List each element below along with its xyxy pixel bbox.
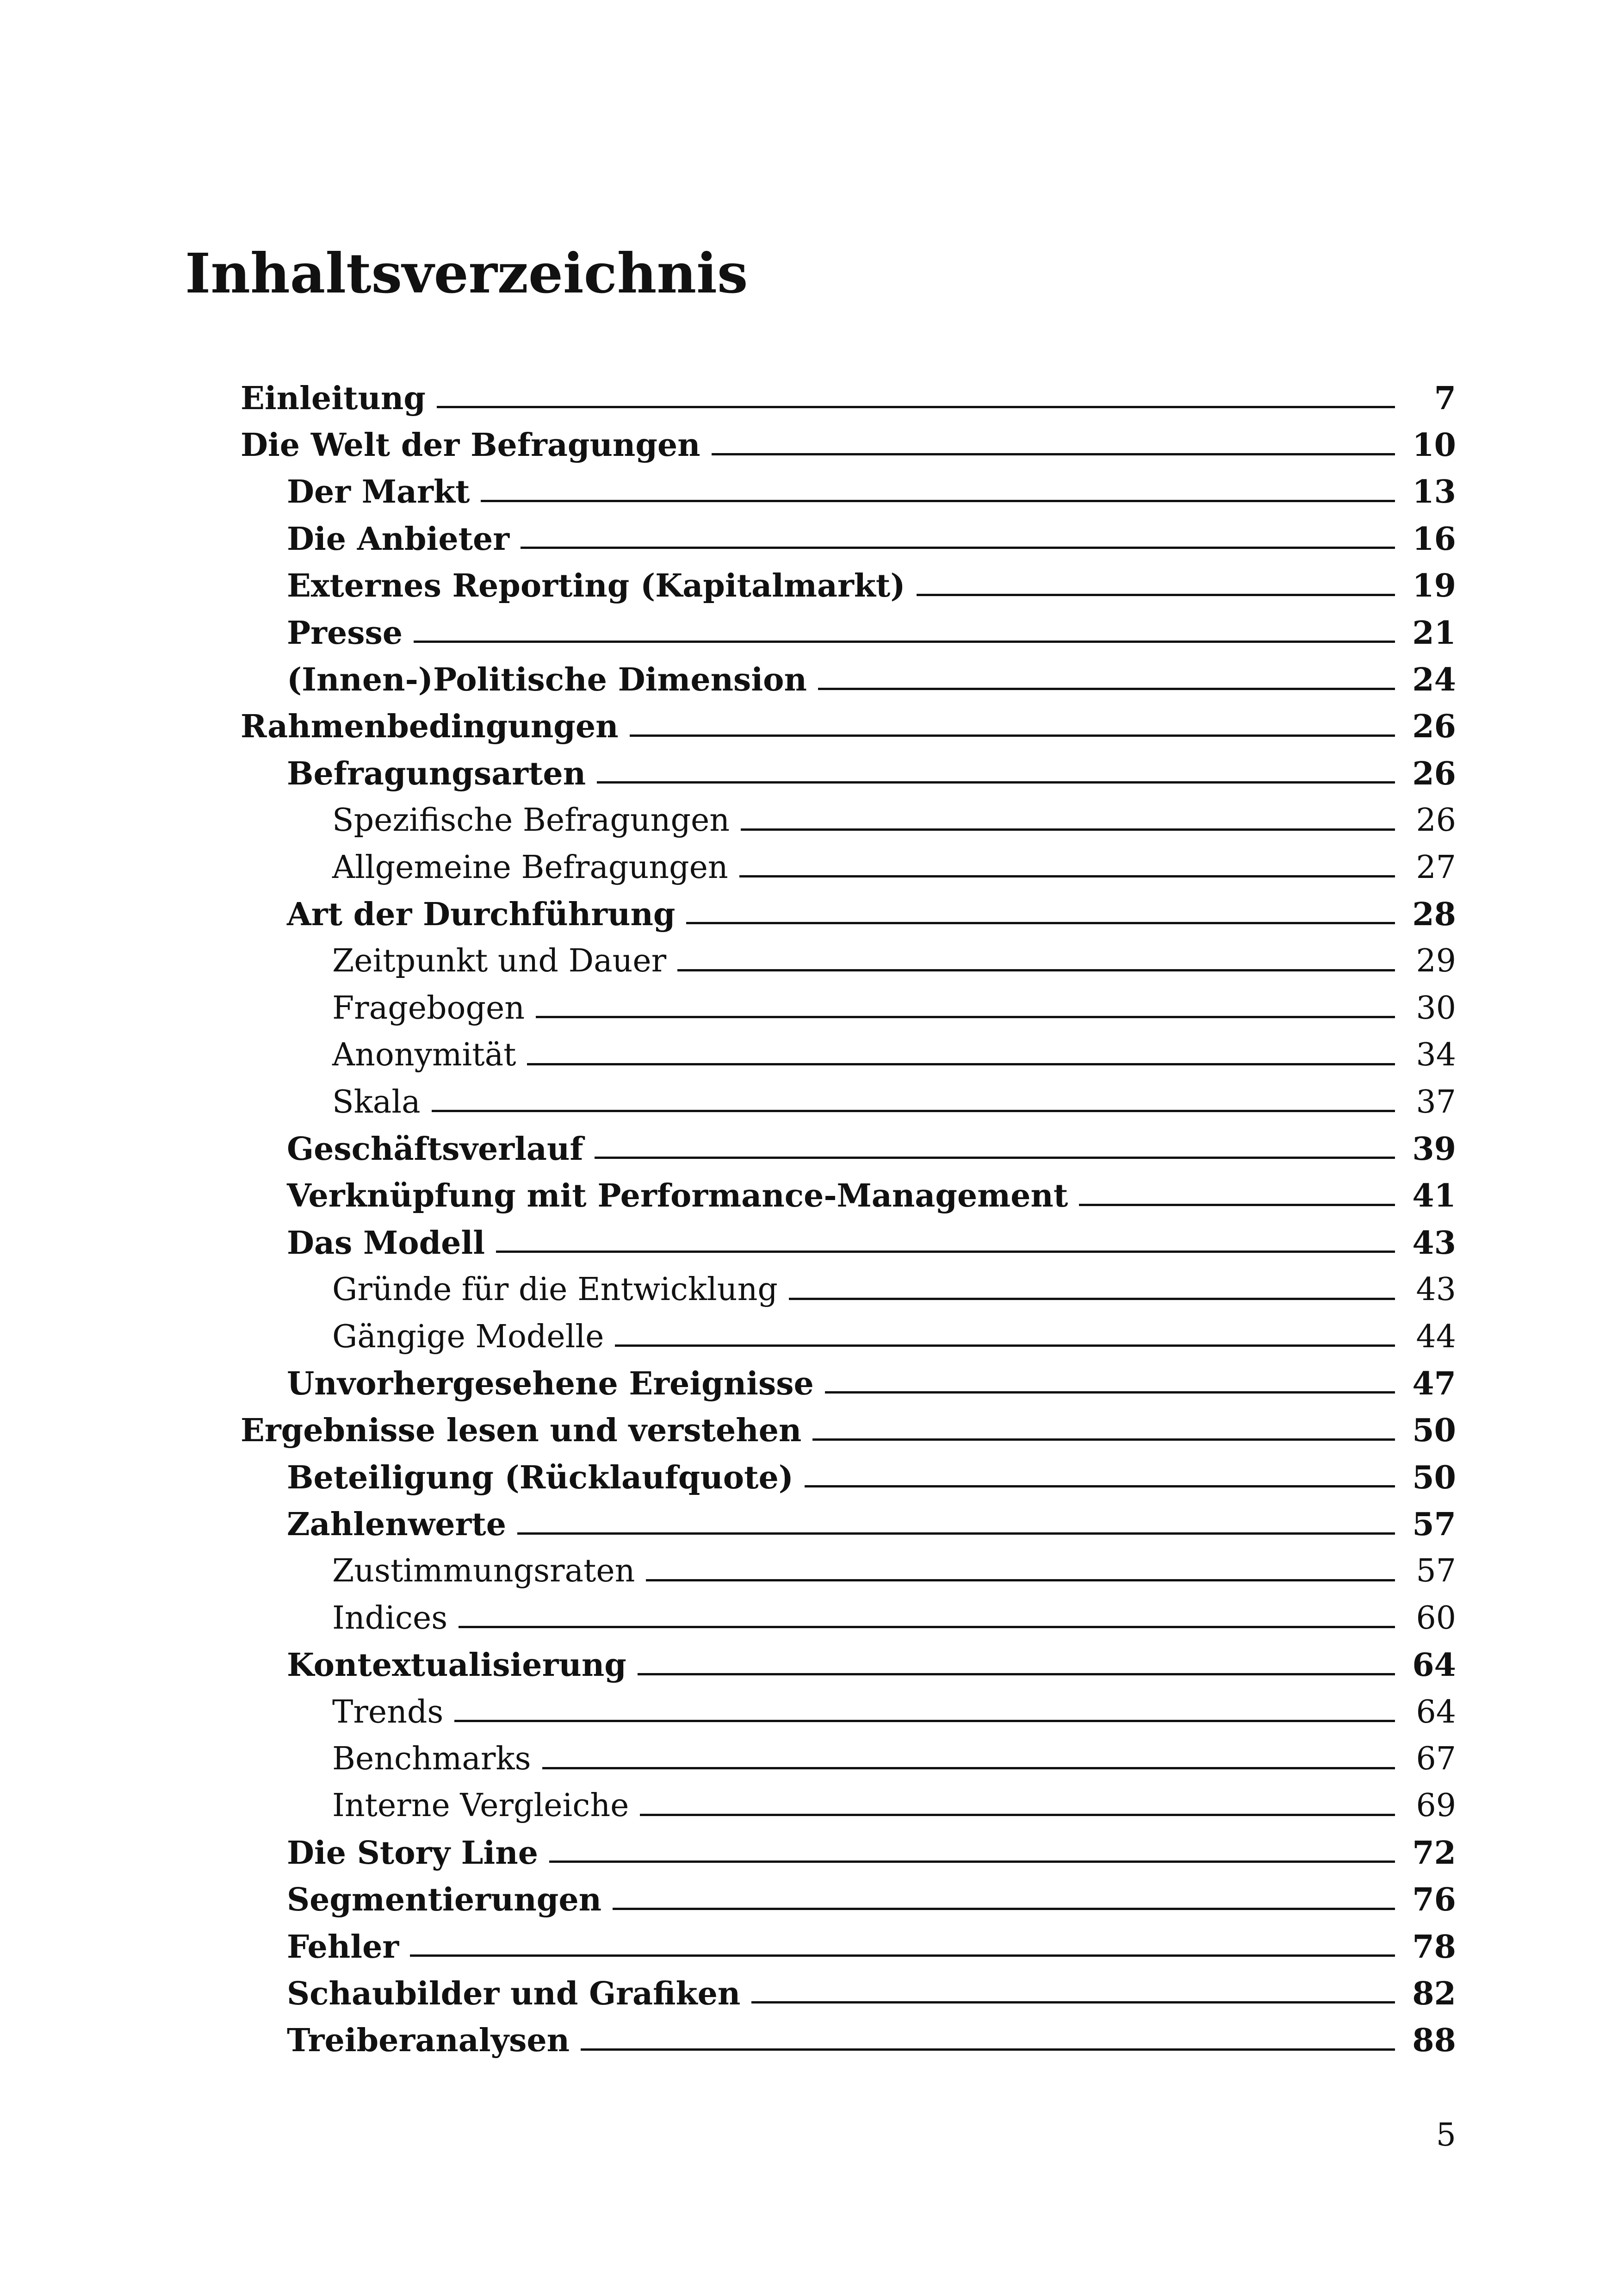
toc-entry-page: 50	[1412, 1412, 1456, 1450]
toc-entry-page: 29	[1416, 943, 1456, 980]
toc-entry-page: 44	[1416, 1318, 1456, 1355]
toc-entry-title: Die Story Line	[287, 1834, 538, 1872]
toc-entry-title: Presse	[287, 614, 403, 652]
toc-entry-title: Skala	[332, 1083, 421, 1120]
toc-entry[interactable]	[0, 1736, 1618, 1782]
toc-entry[interactable]	[0, 1126, 1618, 1172]
toc-entry[interactable]	[0, 844, 1618, 891]
toc-entry-title: Einleitung	[241, 380, 426, 417]
toc-leader-line	[432, 1110, 1395, 1112]
toc-leader-line	[536, 1016, 1395, 1018]
toc-entry[interactable]	[0, 1079, 1618, 1126]
toc-entry-page: 69	[1416, 1787, 1456, 1824]
toc-leader-line	[414, 641, 1395, 643]
toc-leader-line	[542, 1767, 1395, 1769]
toc-entry-title: (Innen-)Politische Dimension	[287, 661, 807, 699]
toc-leader-line	[613, 1908, 1395, 1910]
toc-entry-page: 82	[1412, 1975, 1456, 2012]
toc-entry[interactable]	[0, 1173, 1618, 1220]
toc-entry[interactable]	[0, 2017, 1618, 2064]
toc-entry[interactable]	[0, 422, 1618, 468]
toc-entry-title: Zahlenwerte	[287, 1506, 506, 1543]
toc-entry[interactable]	[0, 1032, 1618, 1078]
toc-entry-page: 64	[1416, 1693, 1456, 1730]
toc-entry-page: 30	[1416, 989, 1456, 1027]
toc-entry-page: 34	[1416, 1037, 1456, 1074]
toc-entry-title: Art der Durchführung	[287, 896, 676, 933]
toc-entry[interactable]	[0, 1266, 1618, 1313]
toc-leader-line	[481, 500, 1395, 502]
toc-entry-page: 26	[1412, 708, 1456, 746]
toc-leader-line	[917, 594, 1395, 596]
toc-entry-title: Segmentierungen	[287, 1881, 602, 1919]
toc-leader-line	[825, 1391, 1395, 1394]
toc-entry-page: 57	[1416, 1553, 1456, 1590]
toc-entry[interactable]	[0, 563, 1618, 610]
toc-entry[interactable]	[0, 1360, 1618, 1407]
toc-entry-title: Zustimmungsraten	[332, 1553, 635, 1590]
toc-entry-title: Verknüpfung mit Performance-Management	[287, 1177, 1068, 1215]
toc-entry-page: 27	[1416, 849, 1456, 886]
toc-leader-line	[527, 1063, 1395, 1065]
toc-entry-title: Anonymität	[332, 1037, 516, 1074]
toc-entry-title: Spezifische Befragungen	[332, 802, 730, 839]
toc-entry-title: Gründe für die Entwicklung	[332, 1271, 778, 1308]
toc-leader-line	[789, 1298, 1395, 1300]
toc-leader-line	[712, 453, 1395, 455]
toc-entry[interactable]	[0, 1548, 1618, 1595]
toc-leader-line	[818, 688, 1395, 690]
toc-entry-title: Fragebogen	[332, 989, 525, 1027]
toc-entry-page: 26	[1416, 802, 1456, 839]
toc-entry-title: Fehler	[287, 1928, 399, 1966]
toc-leader-line	[549, 1860, 1395, 1863]
toc-entry[interactable]	[0, 1642, 1618, 1689]
toc-entry-page: 64	[1412, 1647, 1456, 1684]
toc-leader-line	[459, 1626, 1395, 1628]
toc-entry-title: Trends	[332, 1693, 444, 1730]
toc-entry-page: 88	[1412, 2022, 1456, 2060]
toc-leader-line	[812, 1438, 1395, 1441]
toc-entry[interactable]	[0, 703, 1618, 750]
toc-entry-page: 24	[1412, 661, 1456, 699]
toc-entry[interactable]	[0, 797, 1618, 844]
toc-leader-line	[597, 781, 1395, 784]
toc-entry-page: 37	[1416, 1083, 1456, 1120]
toc-entry-title: Externes Reporting (Kapitalmarkt)	[287, 567, 905, 605]
toc-entry-title: Beteiligung (Rücklaufquote)	[287, 1459, 794, 1496]
toc-entry-title: Rahmenbedingungen	[241, 708, 619, 746]
toc-entry[interactable]	[0, 1877, 1618, 1923]
toc-entry-title: Kontextualisierung	[287, 1647, 626, 1684]
toc-entry-page: 21	[1412, 614, 1456, 652]
toc-entry-title: Zeitpunkt und Dauer	[332, 943, 667, 980]
toc-entry[interactable]	[0, 656, 1618, 703]
toc-leader-line	[739, 875, 1395, 877]
toc-entry-title: Der Markt	[287, 473, 470, 511]
toc-entry[interactable]	[0, 516, 1618, 562]
toc-leader-line	[496, 1251, 1395, 1253]
table-of-contents	[0, 375, 1618, 2064]
toc-entry[interactable]	[0, 610, 1618, 656]
toc-leader-line	[640, 1814, 1395, 1816]
toc-entry-page: 72	[1412, 1834, 1456, 1872]
toc-entry-title: Indices	[332, 1599, 448, 1636]
toc-leader-line	[595, 1157, 1395, 1159]
toc-leader-line	[646, 1579, 1395, 1581]
toc-entry-page: 43	[1416, 1271, 1456, 1308]
toc-leader-line	[581, 2048, 1395, 2051]
toc-entry[interactable]	[0, 469, 1618, 516]
toc-leader-line	[410, 1954, 1395, 1957]
toc-leader-line	[517, 1532, 1395, 1535]
toc-entry[interactable]	[0, 985, 1618, 1032]
toc-entry[interactable]	[0, 1783, 1618, 1829]
toc-entry-page: 41	[1412, 1177, 1456, 1215]
toc-entry-title: Die Anbieter	[287, 520, 510, 558]
toc-entry-page: 28	[1412, 896, 1456, 933]
toc-entry-title: Die Welt der Befragungen	[241, 427, 701, 464]
toc-entry[interactable]	[0, 1970, 1618, 2017]
toc-entry-page: 43	[1412, 1224, 1456, 1262]
toc-entry-title: Allgemeine Befragungen	[332, 849, 728, 886]
toc-leader-line	[437, 406, 1395, 408]
toc-leader-line	[630, 734, 1395, 737]
toc-leader-line	[741, 828, 1395, 831]
toc-entry-page: 26	[1412, 755, 1456, 792]
toc-entry-title: Schaubilder und Grafiken	[287, 1975, 741, 2012]
toc-leader-line	[521, 547, 1395, 549]
toc-entry-page: 60	[1416, 1599, 1456, 1636]
toc-entry-page: 39	[1412, 1130, 1456, 1168]
toc-leader-line	[615, 1344, 1395, 1347]
toc-entry[interactable]	[0, 1923, 1618, 1970]
toc-entry-page: 67	[1416, 1741, 1456, 1778]
toc-entry-page: 19	[1412, 567, 1456, 605]
toc-entry[interactable]	[0, 938, 1618, 985]
toc-entry[interactable]	[0, 1829, 1618, 1876]
toc-entry[interactable]	[0, 375, 1618, 422]
toc-entry-title: Treiberanalysen	[287, 2022, 570, 2060]
toc-entry-title: Das Modell	[287, 1224, 485, 1262]
toc-leader-line	[805, 1485, 1395, 1487]
toc-entry-title: Ergebnisse lesen und verstehen	[241, 1412, 802, 1450]
page-number: 5	[1436, 2117, 1456, 2153]
toc-entry-page: 50	[1412, 1459, 1456, 1496]
toc-entry[interactable]	[0, 1313, 1618, 1360]
toc-entry-title: Geschäftsverlauf	[287, 1130, 583, 1168]
page-title: Inhaltsverzeichnis	[185, 241, 748, 305]
toc-entry[interactable]	[0, 1220, 1618, 1266]
toc-entry-title: Benchmarks	[332, 1741, 531, 1778]
toc-entry[interactable]	[0, 1407, 1618, 1454]
toc-entry-title: Befragungsarten	[287, 755, 586, 792]
toc-entry-title: Gängige Modelle	[332, 1318, 604, 1355]
toc-entry-page: 47	[1412, 1365, 1456, 1402]
toc-leader-line	[686, 922, 1395, 924]
toc-entry-page: 13	[1412, 473, 1456, 511]
toc-leader-line	[751, 2001, 1395, 2004]
toc-leader-line	[454, 1720, 1395, 1722]
toc-entry-page: 10	[1412, 427, 1456, 464]
toc-leader-line	[1079, 1204, 1395, 1206]
toc-entry[interactable]	[0, 1595, 1618, 1642]
toc-entry-page: 78	[1412, 1928, 1456, 1966]
toc-entry-page: 7	[1434, 380, 1456, 417]
toc-leader-line	[677, 969, 1395, 971]
toc-entry[interactable]	[0, 1689, 1618, 1736]
toc-entry-page: 76	[1412, 1881, 1456, 1919]
toc-leader-line	[638, 1673, 1395, 1675]
toc-entry[interactable]	[0, 750, 1618, 797]
toc-entry-title: Interne Vergleiche	[332, 1787, 629, 1824]
toc-entry-title: Unvorhergesehene Ereignisse	[287, 1365, 814, 1402]
toc-entry[interactable]	[0, 891, 1618, 938]
toc-entry[interactable]	[0, 1501, 1618, 1548]
toc-entry-page: 57	[1412, 1506, 1456, 1543]
toc-entry-page: 16	[1412, 520, 1456, 558]
toc-entry[interactable]	[0, 1454, 1618, 1501]
